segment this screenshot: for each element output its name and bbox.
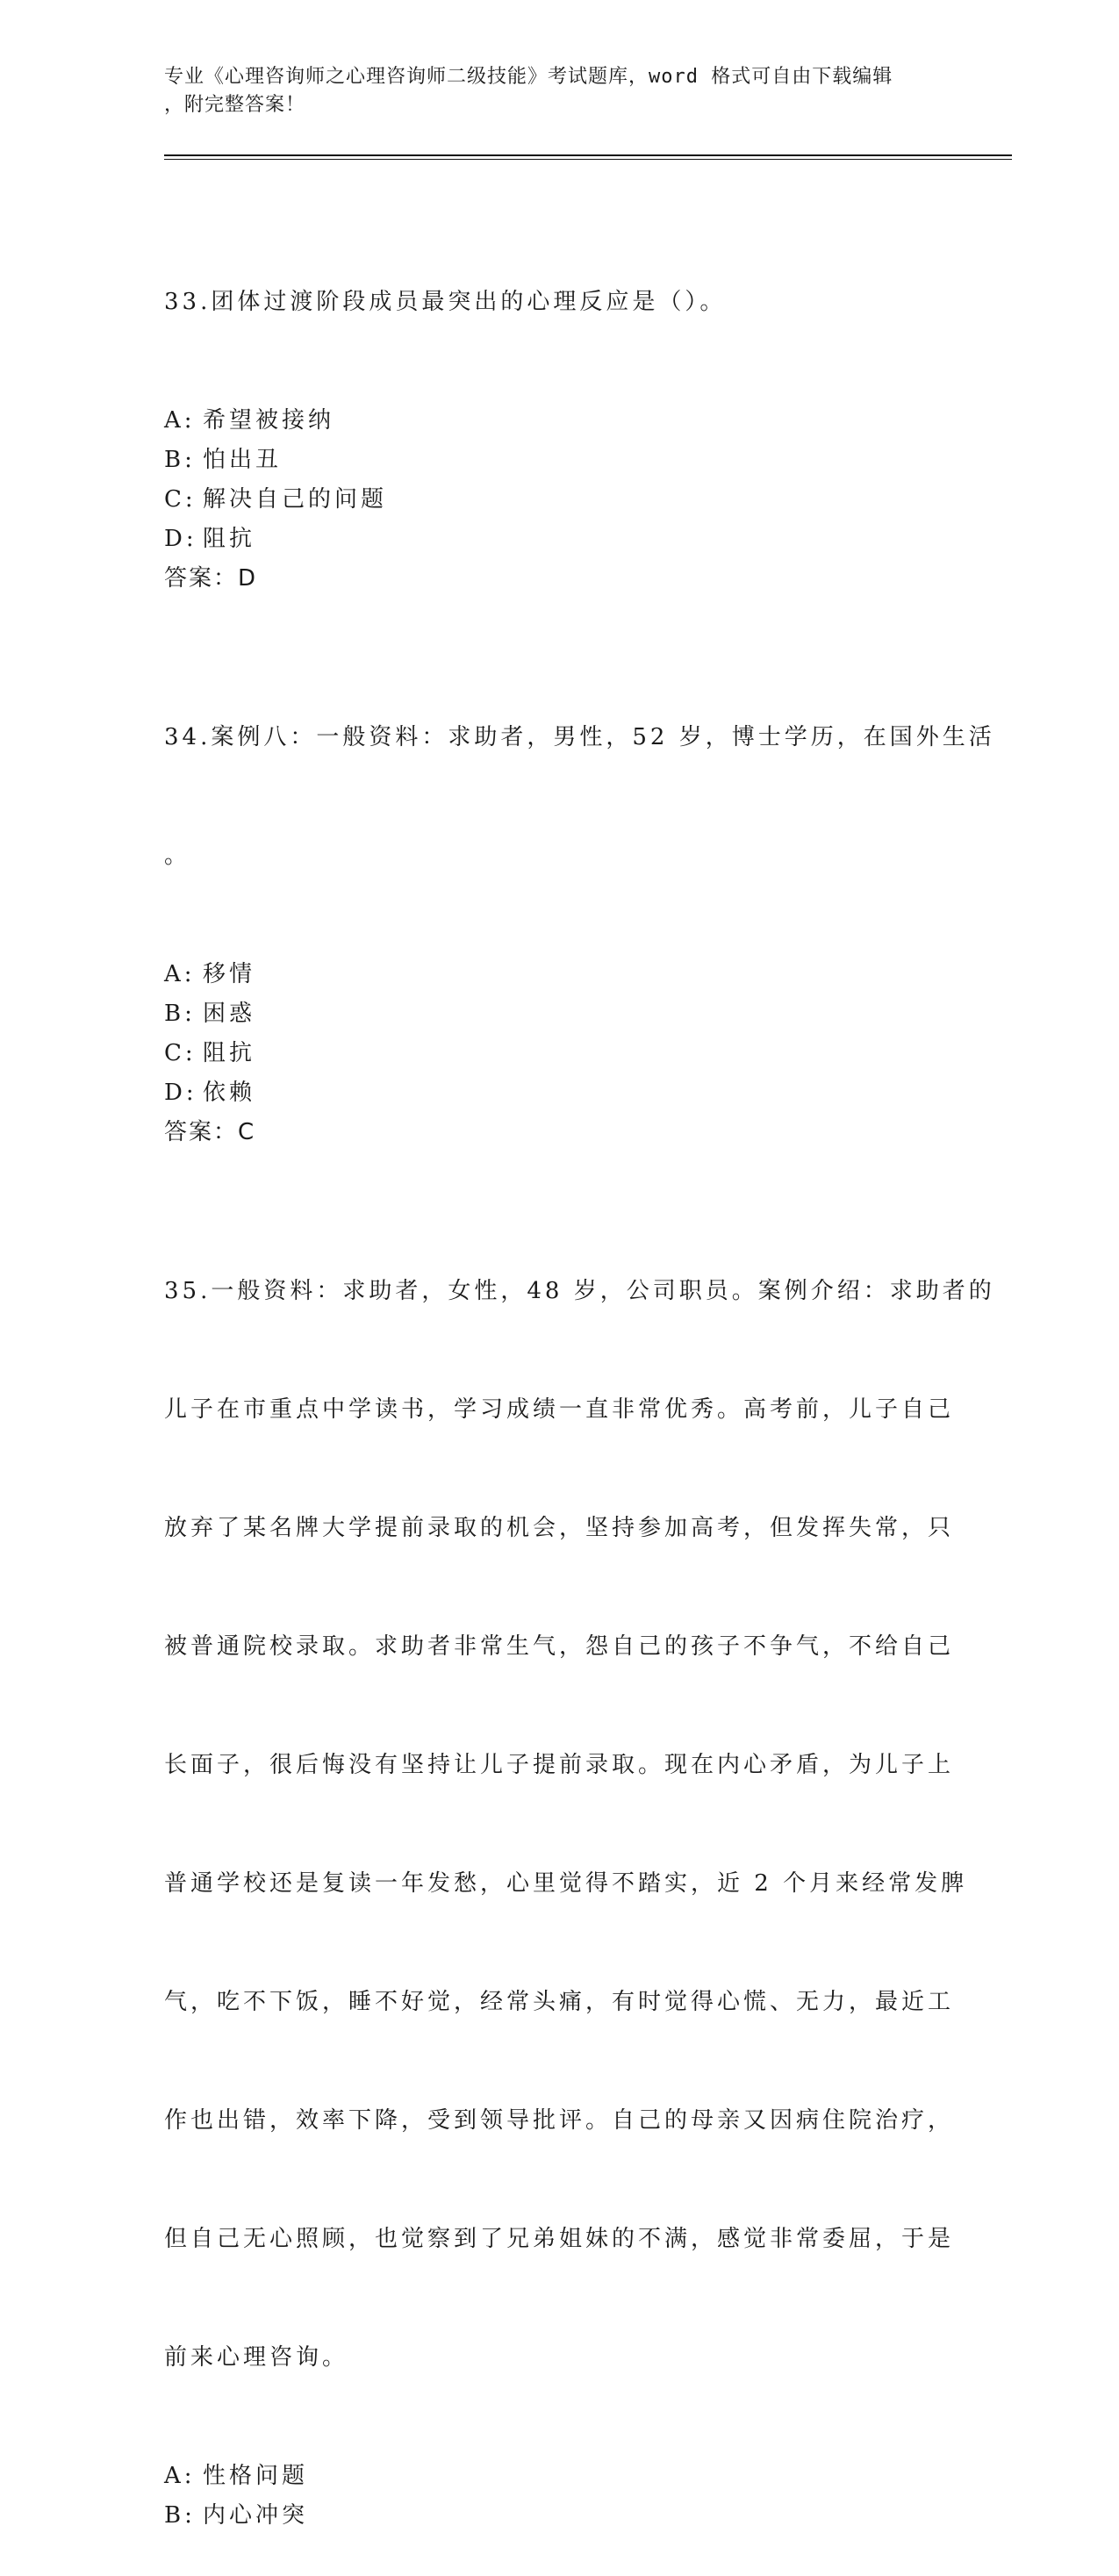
question-list [164,204,995,2576]
question-text-line: 但自己无心照顾，也觉察到了兄弟姐妹的不满，感觉非常委屈，于是 [164,2226,955,2252]
option-b [164,994,954,1034]
option-text: 移情 [203,961,256,987]
question-text-line: 。 [164,843,191,869]
option-b [164,2496,954,2536]
question-text [164,204,954,401]
question-text [164,1193,995,2457]
option-text: 内心冲突 [203,2502,309,2529]
option-key: B: [164,1001,196,1027]
option-key: A: [164,407,196,434]
header-line-2: ，附完整答案！ [164,94,306,116]
option-b [164,441,954,480]
answer-label: 答案：C [164,1119,256,1145]
option-a [164,955,954,994]
answer-label: 答案：D [164,565,258,592]
option-text: 依赖 [203,1080,256,1106]
option-text: 怕出丑 [203,447,283,473]
option-key: D: [164,1080,197,1106]
question-33 [164,204,954,599]
question-text-line: 33.团体过渡阶段成员最突出的心理反应是（）。 [164,289,727,315]
option-c [164,1034,954,1073]
option-d [164,520,954,559]
option-a [164,2457,954,2496]
option-d [164,1073,954,1113]
question-text-line: 放弃了某名牌大学提前录取的机会，坚持参加高考，但发挥失常，只 [164,1515,955,1541]
question-text-line: 作也出错，效率下降，受到领导批评。自己的母亲又因病住院治疗， [164,2107,955,2134]
option-key: A: [164,961,196,987]
header-divider-thick [164,154,1012,156]
option-text: 阻抗 [203,526,256,552]
question-34 [164,639,995,1152]
option-key: C: [164,486,197,513]
option-a [164,401,954,441]
question-text-line: 被普通院校录取。求助者非常生气，怨自己的孩子不争气，不给自己 [164,1633,955,1660]
option-key: B: [164,447,196,473]
question-text-line: 气，吃不下饭，睡不好觉，经常头痛，有时觉得心慌、无力，最近工 [164,1989,955,2015]
question-text-line: 普通学校还是复读一年发愁，心里觉得不踏实，近 2 个月来经常发脾 [164,1870,968,1897]
document-header [164,63,936,119]
option-key: C: [164,1040,197,1066]
option-text: 阻抗 [203,1040,256,1066]
option-key: B: [164,2502,196,2529]
option-text: 性格问题 [203,2463,309,2489]
question-text [164,639,995,955]
header-divider-thin [164,159,1012,160]
option-text: 解决自己的问题 [203,486,388,513]
option-key: D: [164,526,197,552]
question-35 [164,1193,995,2536]
option-key: A: [164,2463,196,2489]
option-text: 困惑 [203,1001,256,1027]
question-text-line: 长面子，很后悔没有坚持让儿子提前录取。现在内心矛盾，为儿子上 [164,1752,955,1778]
question-text-line: 儿子在市重点中学读书，学习成绩一直非常优秀。高考前，儿子自己 [164,1396,955,1423]
question-text-line: 前来心理咨询。 [164,2344,349,2371]
question-text-line: 35.一般资料：求助者，女性，48 岁，公司职员。案例介绍：求助者的 [164,1278,995,1304]
question-text-line: 34.案例八：一般资料：求助者，男性，52 岁，博士学历，在国外生活 [164,724,995,750]
option-c [164,480,954,520]
header-line-1: 专业《心理咨询师之心理咨询师二级技能》考试题库，word 格式可自由下载编辑 [164,66,893,88]
option-text: 希望被接纳 [203,407,335,434]
